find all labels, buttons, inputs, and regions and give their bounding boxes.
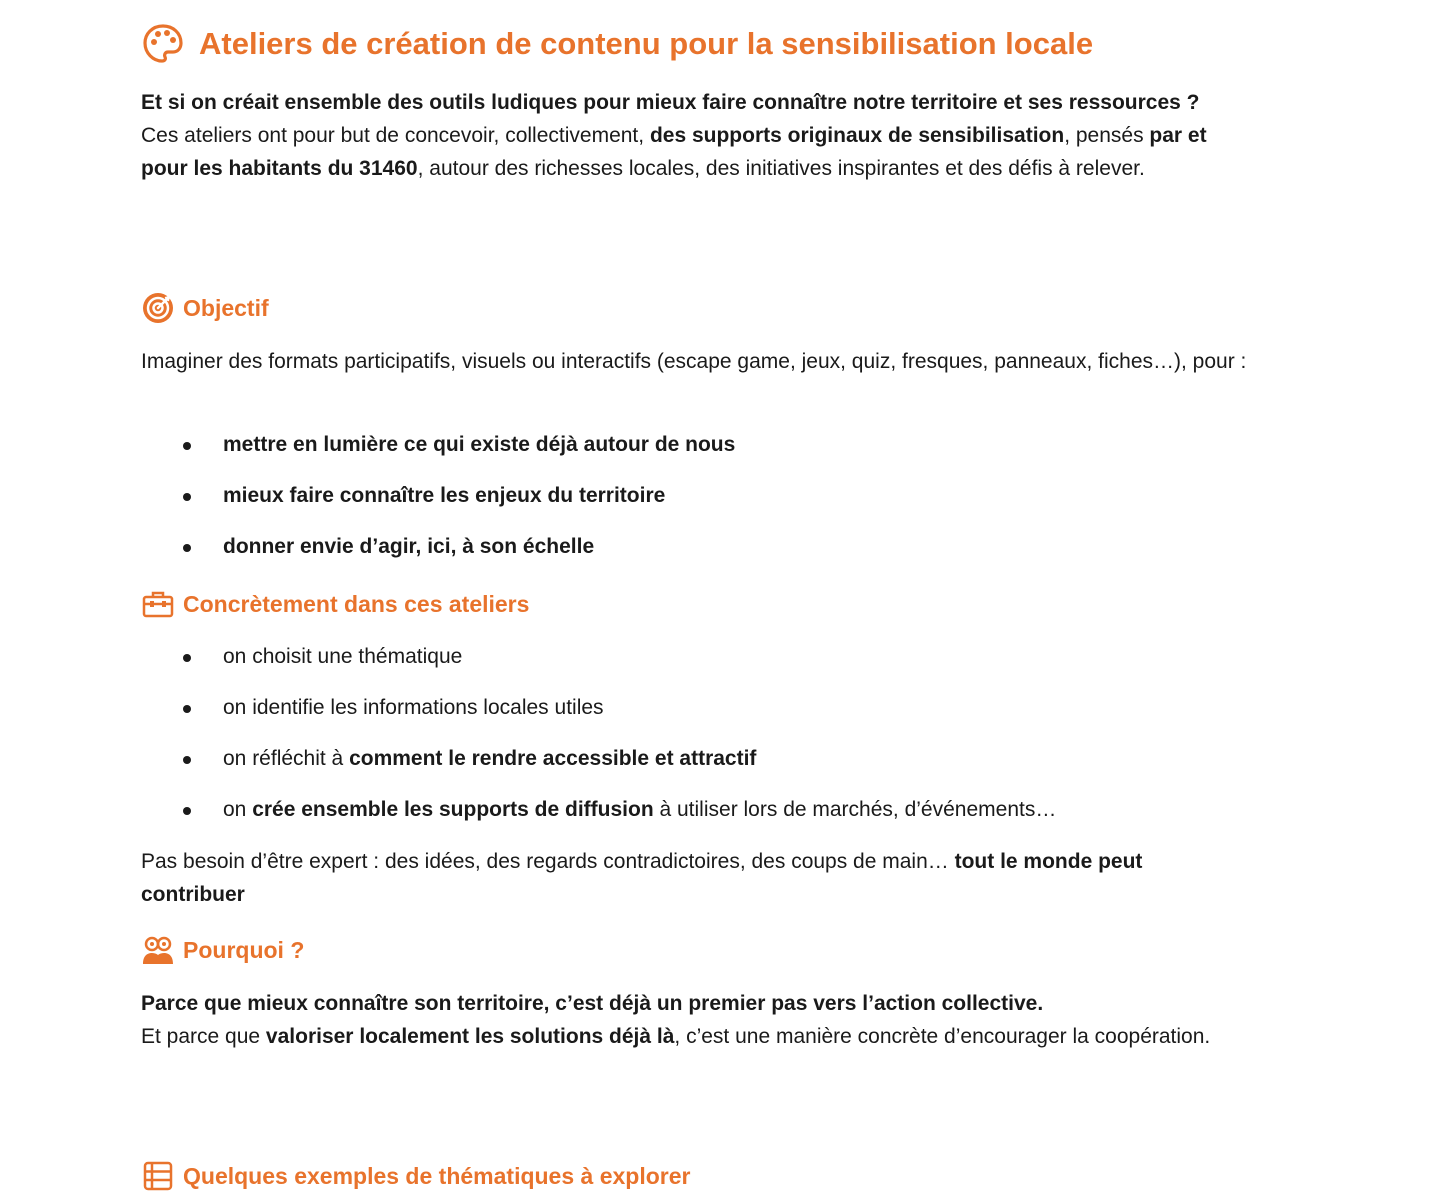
concretement-bullet-3-text: on réfléchit à: [223, 747, 350, 770]
list-item: [141, 642, 1056, 693]
concretement-bullet-1: on choisit une thématique: [223, 645, 463, 668]
concretement-footer-bold: tout le monde peut contribuer: [141, 850, 1143, 906]
heading-objectif: [141, 291, 269, 325]
intro-text-2: , pensés: [1064, 124, 1150, 147]
list-item: [141, 430, 735, 481]
concretement-bullet-4-text: on: [223, 798, 253, 821]
toolbox-icon: [141, 587, 175, 621]
concretement-footer: [141, 845, 1251, 911]
list-item: [141, 693, 1056, 744]
heading-concretement-text: Concrètement dans ces ateliers: [183, 590, 530, 617]
heading-pourquoi: [141, 933, 304, 967]
objectif-bullet-2: mieux faire connaître les enjeux du territoire: [223, 484, 666, 507]
intro-bold-2: par et pour les habitants du 31460: [141, 124, 1207, 180]
heading-objectif-text: Objectif: [183, 294, 269, 321]
target-icon: [141, 291, 175, 325]
intro-paragraph: [141, 86, 1251, 185]
heading-pourquoi-text: Pourquoi ?: [183, 936, 305, 963]
concretement-bullet-3-bold: comment le rendre accessible et attractif: [349, 747, 757, 770]
pourquoi-line-1: Parce que mieux connaître son territoire, c’est déjà un premier pas vers l’action collective.: [141, 992, 1044, 1015]
page-title: [141, 22, 1093, 66]
objectif-list: [141, 430, 735, 583]
pourquoi-bold: valoriser localement les solutions déjà là: [265, 1025, 675, 1048]
list-item: [141, 532, 735, 583]
heading-exemples: [141, 1159, 690, 1193]
intro-question: Et si on créait ensemble des outils ludiques pour mieux faire connaître notre territoire et ses ressources ?: [141, 91, 1200, 114]
pourquoi-text-1: Et parce que: [141, 1025, 266, 1048]
objectif-bullet-3: donner envie d’agir, ici, à son échelle: [223, 535, 595, 558]
pourquoi-text-2: , c’est une manière concrète d’encourager la coopération.: [674, 1025, 1211, 1048]
objectif-text: Imaginer des formats participatifs, visuels ou interactifs (escape game, jeux, quiz, fresques, panneaux, fiches…), pour :: [141, 350, 1247, 373]
concretement-bullet-4-bold: crée ensemble les supports de diffusion: [252, 798, 654, 821]
concretement-bullet-4-tail: à utiliser lors de marchés, d’événements…: [653, 798, 1057, 821]
heading-concretement: [141, 587, 529, 621]
intro-bold-1: des supports originaux de sensibilisation: [649, 124, 1065, 147]
page-title-text: Ateliers de création de contenu pour la sensibilisation locale: [199, 26, 1094, 61]
concretement-list: [141, 642, 1056, 846]
stacked-list-icon: [141, 1159, 175, 1193]
heading-exemples-text: Quelques exemples de thématiques à explorer: [183, 1162, 691, 1189]
list-item: [141, 744, 1056, 795]
list-item: [141, 481, 735, 532]
pourquoi-paragraph: [141, 987, 1251, 1053]
people-talking-icon: [141, 933, 175, 967]
intro-text-3: , autour des richesses locales, des initiatives inspirantes et des défis à relever.: [417, 157, 1145, 180]
concretement-footer-text: Pas besoin d’être expert : des idées, des regards contradictoires, des coups de main…: [141, 850, 955, 873]
palette-icon: [141, 22, 185, 66]
objectif-bullet-1: mettre en lumière ce qui existe déjà autour de nous: [223, 433, 736, 456]
list-item: [141, 795, 1056, 846]
concretement-bullet-2: on identifie les informations locales utiles: [223, 696, 604, 719]
intro-text-1: Ces ateliers ont pour but de concevoir, collectivement,: [141, 124, 650, 147]
